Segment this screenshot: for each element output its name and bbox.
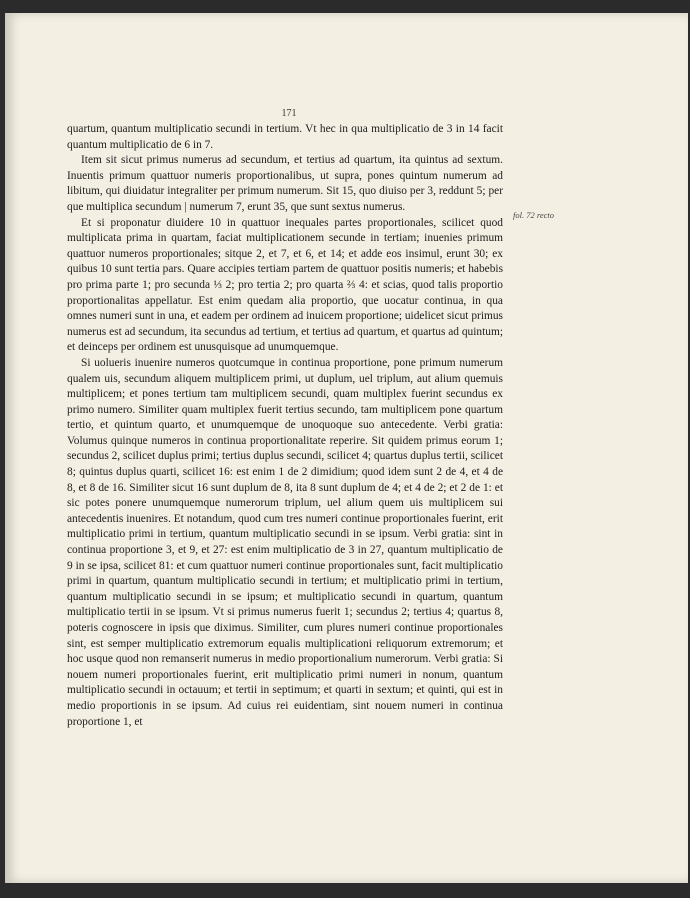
- paragraph-1: quartum, quantum multiplicatio secundi in tertium. Vt hec in qua multiplicatio de 3 in 14 facit quantum multiplicatio de 6 in 7.: [67, 123, 503, 151]
- page-number: 171: [281, 108, 297, 119]
- paragraph-3: Et si proponatur diuidere 10 in quattuor inequales partes proportionales, scilicet quod multiplicata prima in quartam, faciat multiplicationem secunde in tertiam; inuenies primum quattuor numeros proportionales; sitque 2, et 7, et 6, et 14; et adde eos insimul, erunt 30; ex quibus 10 sunt tertia pars. Quare accipies tertiam partem de quattuor positis numeris; et habebis pro prima parte 1; pro secunda ⅓ 2; pro tertia 2; pro quarta ⅔ 4: et scias, quod talis proportio proportionalitas appellatur. Est enim quedam alia proportio, que uocatur continua, in qua omnes numeri sunt in una, et eadem per ordinem ad inuicem proportione; uidelicet sicut primus numerus est ad secundum, ita secundus ad tertium, et tertius ad quartum, et quartus ad quintum; et deinceps per ordinem est unusquisque ad unumquemque.: [67, 216, 503, 354]
- marginal-note: fol. 72 recto: [513, 210, 554, 220]
- paragraph-4: Si uolueris inuenire numeros quotcumque in continua proportione, pone primum numerum qualem uis, secundum aliquem multiplicem primi, ut duplum, uel triplum, aut alium quemuis multiplicem; et pones tertium tam multiplicem secundi, quam multiplex fuerint secundus ex primo numero. Similiter quam multiplex fuerit tertius secundo, tam multiplicem pone quartum tertio, et quintum quarto, et unumquemque de unoquoque suo antecedente. Verbi gratia: Volumus quinque numeros in continua proportionalitate reperire. Sit quidem primus eorum 1; secundus 2, scilicet duplus primi; tertius duplus secundi, scilicet 4; quartus duplus tertii, scilicet 8; quintus duplus quarti, scilicet 16: est enim 1 de 2 dimidium; quod idem sunt 2 de 4, et 4 de 8, et 8 de 16. Similiter sicut 16 sunt duplum de 8, ita 8 sunt duplum de 4; et 4 de 2; et 2 de 1: et sic potes ponere unumquemque numerorum triplum, uel alium quem uis multiplicem sui antecedentis inuenires. Et notandum, quod cum tres numeri continue proportionales fuerint, erit multiplicatio primi in tertium, quantum multiplicatio secundi in se ipsum. Verbi gratia: sint in continua proportione 3, et 9, et 27: est enim multiplicatio de 3 in 27, quantum multiplicatio de 9 in se ipsa, scilicet 81: et cum quattuor numeri continue proportionales sunt, facit multiplicatio primi in quartum, quantum multiplicatio secundi in tertium; et multiplicatio primi in tertium, quantum multiplicatio secundi in se ipsum; et multiplicatio secundi in quartum, quantum multiplicatio tertii in se ipsum. Vt si primus numerus fuerit 1; secundus 2; tertius 4; quartus 8, poteris cognoscere in ipsis que diximus. Similiter, cum plures numeri continue proportionales sint, est semper multiplicatio extremorum equalis multiplicationi reliquorum extremorum; et hoc usque quod non remanserit numerus in medio proportionalium numerorum. Verbi gratia: Si nouem numeri proportionales fuerint, erit multiplicatio primi numeri in nonum, quantum multiplicatio secundi in octauum; et tertii in septimum; et quarti in sextum; et quinti, qui est in medio proportionis in se ipsum. Ad cuius rei euidentiam, sint nouem numeri in continua proportione 1, et: [67, 356, 503, 728]
- book-page: [5, 13, 688, 883]
- main-text: [67, 122, 503, 730]
- paragraph-2: Item sit sicut primus numerus ad secundum, et tertius ad quartum, ita quintus ad sextum. Inuentis primum quattuor numeris proportionalibus, ut supra, pones quintum numerum ad libitum, qui diuidatur integraliter per primum numerum. Sit 15, quo diuiso per 3, reddunt 5; per que multiplica secundum | numerum 7, erunt 35, que sunt sextus numerus.: [67, 154, 503, 213]
